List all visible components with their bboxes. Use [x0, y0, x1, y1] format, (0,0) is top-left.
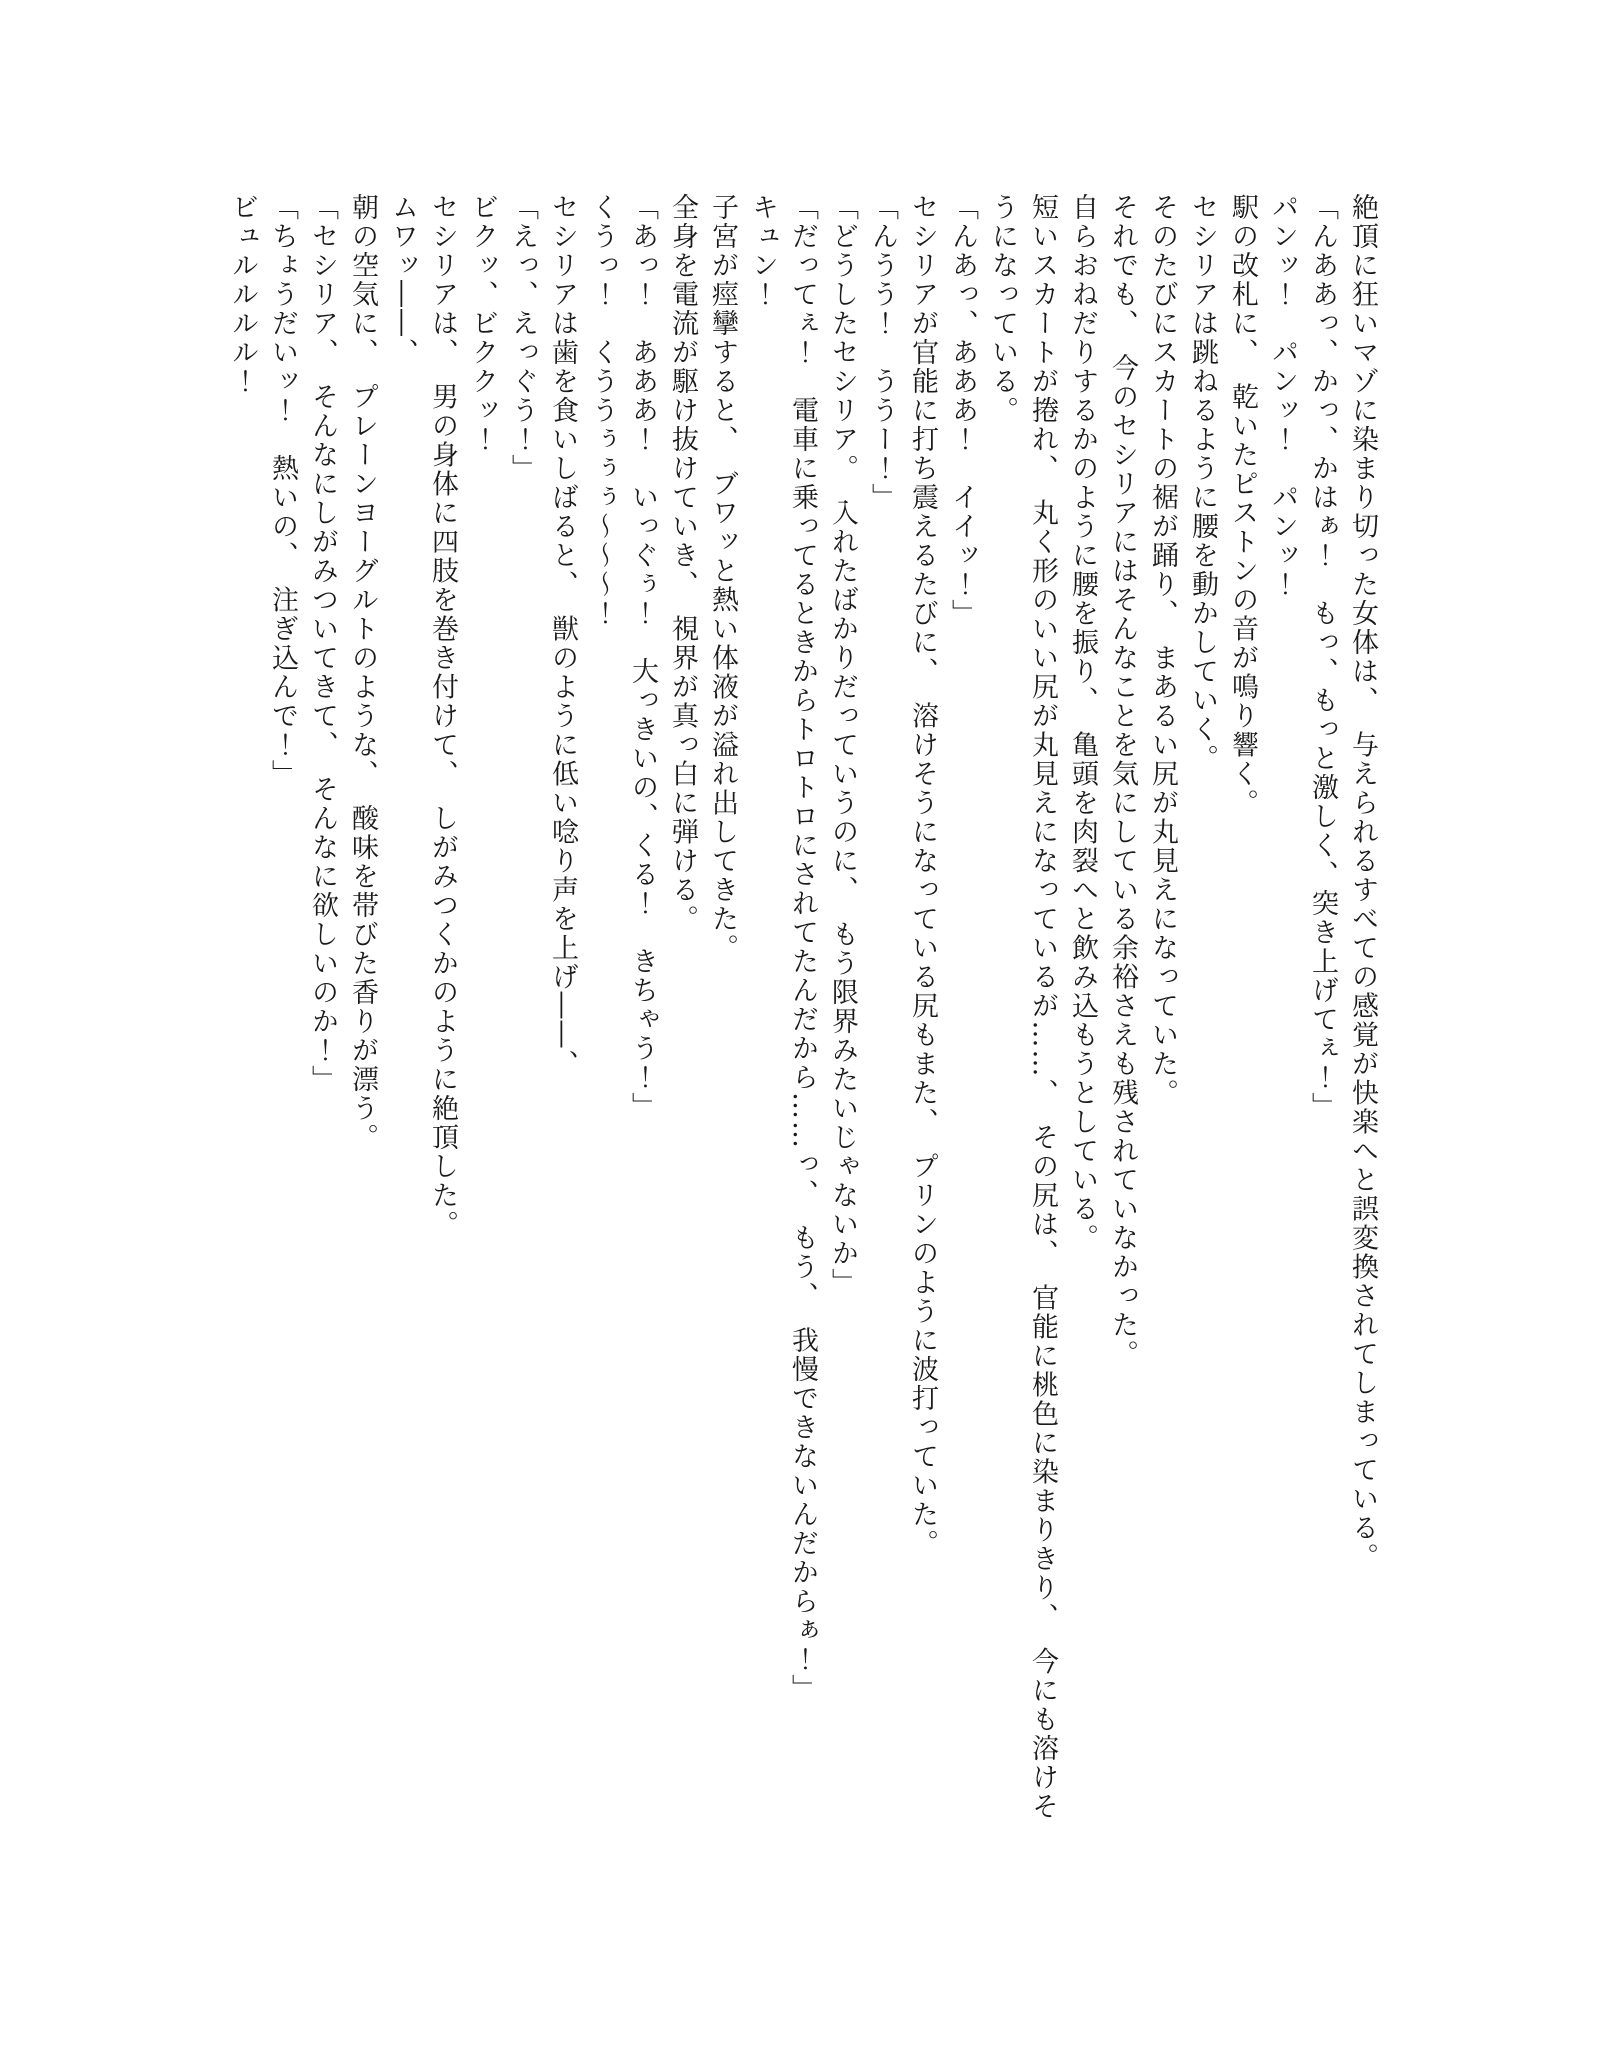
text-line-12: セシリアが官能に打ち震えるたびに、 溶けそうになっている尻もまた、 プリンのように波打っていた。 [907, 193, 938, 1558]
text-line-23: ビクッ、ビククッ！ [467, 193, 498, 454]
text-line-28: 「ちょうだいッ！ 熱いの、 注ぎ込んで！」 [267, 193, 298, 789]
text-line-6: そのたびにスカートの裾が踊り、 まあるい尻が丸見えになっていた。 [1147, 193, 1178, 1108]
text-line-17: 子宮が痙攣すると、 ブワッと熱い体液が溢れ出してきた。 [707, 193, 738, 963]
text-line-21: セシリアは歯を食いしばると、 獣のように低い唸り声を上げ――、 [547, 193, 578, 1079]
text-line-1: 絶頂に狂いマゾに染まり切った女体は、 与えられるすべての感覚が快楽へと誤変換されてしまっている。 [1347, 193, 1378, 1572]
text-line-8: 自らおねだりするかのように腰を振り、 亀頭を肉裂へと飲み込もうとしている。 [1067, 193, 1098, 1253]
text-line-14: 「どうしたセシリア。 入れたばかりだっていうのに、 もう限界みたいじゃないか」 [827, 193, 858, 1297]
text-line-27: 「セシリア、 そんなにしがみついてきて、 そんなに欲しいのか！」 [307, 193, 338, 1094]
text-line-15: 「だってぇ！ 電車に乗ってるときからトロトロにされてたんだから……っ、 もう、 我慢できないんだからぁ！」 [787, 193, 818, 1703]
text-line-16: キュン！ [747, 193, 778, 309]
text-line-9: 短いスカートが捲れ、 丸く形のいい尻が丸見えになっているが……、 その尻は、 官能に桃色に染まりきり、 今にも溶けそ [1027, 193, 1058, 1821]
text-line-20: くうっ！ くううぅぅぅ～～～！ [587, 193, 618, 628]
text-line-13: 「んうう！ ううー！」 [867, 193, 898, 512]
text-line-7: それでも、 今のセシリアにはそんなことを気にしている余裕さえも残されていなかった。 [1107, 193, 1138, 1369]
text-line-25: ムワッ――、 [387, 193, 418, 367]
novel-page-text [222, 193, 1382, 1883]
text-line-4: 駅の改札に、 乾いたピストンの音が鳴り響く。 [1227, 193, 1258, 818]
text-line-2: 「んああっ、かっ、かはぁ！ もっ、もっと激しく、突き上げてぇ！」 [1307, 193, 1338, 1121]
text-line-3: パンッ！ パンッ！ パンッ！ [1267, 193, 1298, 599]
text-line-26: 朝の空気に、 プレーンヨーグルトのような、 酸味を帯びた香りが漂う。 [347, 193, 378, 1152]
text-line-5: セシリアは跳ねるように腰を動かしていく。 [1187, 193, 1218, 773]
text-line-19: 「あっ！ あああ！ いっぐぅ！ 大っきいの、くる！ きちゃう！」 [627, 193, 658, 1121]
text-line-29: ビュルルルル！ [227, 193, 258, 396]
text-line-11: 「んあっ、あああ！ イイッ！」 [947, 193, 978, 628]
text-line-22: 「えっ、えっぐう！」 [507, 193, 538, 483]
text-line-10: うになっている。 [987, 193, 1018, 425]
text-line-24: セシリアは、 男の身体に四肢を巻き付けて、 しがみつくかのように絶頂した。 [427, 193, 458, 1239]
text-line-18: 全身を電流が駆け抜けていき、 視界が真っ白に弾ける。 [667, 193, 698, 934]
